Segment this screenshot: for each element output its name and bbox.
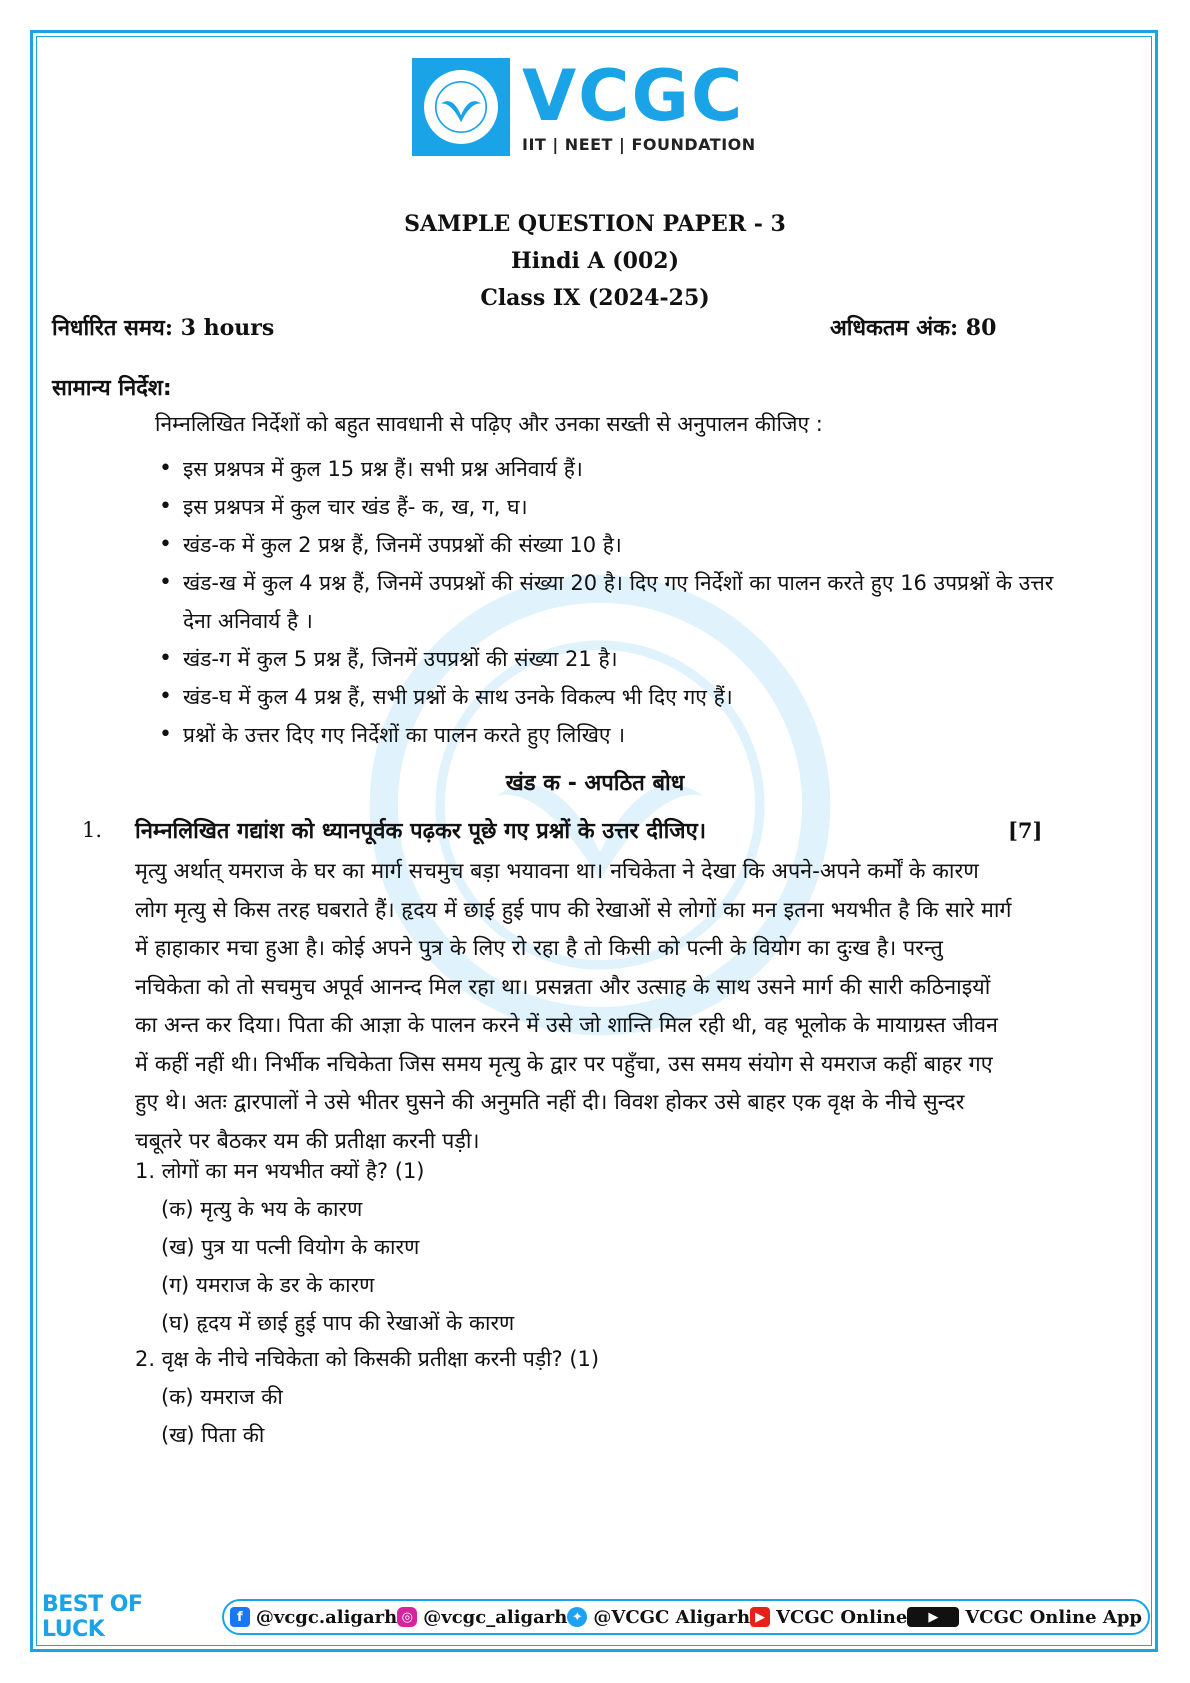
marks-value: : 80 [950,315,997,341]
instagram-icon: ◎ [397,1607,417,1627]
option-gha: (घ) हृदय में छाई हुई पाप की रेखाओं के कारण [161,1311,515,1335]
section-a-title: खंड क - अपठित बोध [505,771,685,796]
question-marks: [7] [1008,818,1043,843]
youtube-link[interactable] [750,1607,907,1628]
playstore-link[interactable] [907,1607,1142,1628]
instagram-handle: @vcgc_aligarh [423,1606,568,1628]
general-instructions-heading: सामान्य निर्देश: [52,376,172,401]
logo-title: VCGC [522,54,745,137]
google-play-icon: ▶ [907,1607,959,1627]
option-ka: (क) मृत्यु के भय के कारण [161,1197,363,1221]
passage-text: मृत्यु अर्थात् यमराज के घर का मार्ग सचमुच बड़ा भयावना था। नचिकेता ने देखा कि अपने-अपने कर्मों के कारण लोग मृत्यु से किस तरह घबराते हैं। हृदय में छाई हुई पाप की रेखाओं से लोगों का मन इतना भयभीत है कि सारे मार्ग में हाहाकार मचा हुआ है। कोई अपने पुत्र के लिए रो रहा है तो किसी को पत्नी के वियोग का दुःख है। परन्तु नचिकेता को तो सचमुच अपूर्व आनन्द मिल रहा था। प्रसन्नता और उत्साह के साथ उसने मार्ग की सारी कठिनाइयों का अन्त कर दिया। पिता की आज्ञा के पालन करने में उसे जो शान्ति मिल रही थी, वह भूलोक के मायाग्रस्त जीवन में कहीं नहीं थी। निर्भीक नचिकेता जिस समय मृत्यु के द्वार पर पहुँचा, उस समय संयोग से यमराज कहीं बाहर गए हुए थे। अतः द्वारपालों ने उसे भीतर घुसने की अनुमति नहीं दी। विवश होकर उसे बाहर एक वृक्ष के नीचे सुन्दर चबूतरे पर बैठकर यम की प्रतीक्षा करनी पड़ी। [135,859,1012,1154]
logo-subtitle: IIT | NEET | FOUNDATION [522,134,756,154]
paper-class: Class IX (2024-25) [480,285,710,311]
subquestion-2 [135,1340,599,1454]
facebook-handle: @vcgc.aligarh [255,1606,398,1628]
list-item: • खंड-ग में कुल 5 प्रश्न हैं, जिनमें उपप्रश्नों की संख्या 21 है। [155,640,1055,678]
question-number: 1. [82,818,103,842]
instructions-list [155,450,1055,754]
footer [42,1592,1150,1642]
list-item: • खंड-घ में कुल 4 प्रश्न हैं, सभी प्रश्नों के साथ उनके विकल्प भी दिए गए हैं। [155,678,1055,716]
best-of-luck: BEST OF LUCK [42,1592,143,1642]
twitter-icon: ✦ [567,1607,587,1627]
facebook-icon: f [230,1607,250,1627]
question-heading: निम्नलिखित गद्यांश को ध्यानपूर्वक पढ़कर पूछे गए प्रश्नों के उत्तर दीजिए। [135,819,707,844]
subquestion-1 [135,1152,514,1342]
twitter-link[interactable] [567,1607,750,1628]
logo-emblem-icon [412,58,510,156]
option-ga: (ग) यमराज के डर के कारण [161,1273,375,1297]
youtube-channel: VCGC Online [776,1606,908,1628]
option-kha: (ख) पुत्र या पत्नी वियोग के कारण [161,1235,420,1259]
option-kha: (ख) पिता की [161,1423,265,1447]
list-item: • प्रश्नों के उत्तर दिए गए निर्देशों का पालन करते हुए लिखिए । [155,716,1055,754]
subquestion-text: 2. वृक्ष के नीचे नचिकेता को किसकी प्रतीक्षा करनी पड़ी? (1) [135,1347,600,1371]
paper-subject: Hindi A (002) [510,248,679,274]
subquestion-text: 1. लोगों का मन भयभीत क्यों है? (1) [135,1159,425,1183]
instagram-link[interactable] [397,1607,567,1628]
list-item: • इस प्रश्नपत्र में कुल 15 प्रश्न हैं। सभी प्रश्न अनिवार्य हैं। [155,450,1055,488]
vcgc-logo [412,54,756,156]
time-label: निर्धारित समय [52,316,165,341]
list-item: • खंड-क में कुल 2 प्रश्न हैं, जिनमें उपप्रश्नों की संख्या 10 है। [155,526,1055,564]
facebook-link[interactable] [230,1607,397,1628]
social-links [222,1599,1150,1635]
twitter-handle: @VCGC Aligarh [593,1606,751,1628]
paper-title: SAMPLE QUESTION PAPER - 3 [404,211,786,237]
marks-label: अधिकतम अंक [830,316,950,341]
time-allowed [52,312,274,342]
list-item: • इस प्रश्नपत्र में कुल चार खंड हैं- क, ख, ग, घ। [155,488,1055,526]
general-instructions-intro: निम्नलिखित निर्देशों को बहुत सावधानी से पढ़िए और उनका सख्ती से अनुपालन कीजिए : [155,412,823,436]
time-value: : 3 hours [164,315,275,341]
option-ka: (क) यमराज की [161,1385,283,1409]
list-item: • खंड-ख में कुल 4 प्रश्न हैं, जिनमें उपप्रश्नों की संख्या 20 है। दिए गए निर्देशों का पालन करते हुए 16 उपप्रश्नों के उत्तर देना अनिवार्य है । [155,564,1055,640]
youtube-icon: ▶ [750,1607,770,1627]
playstore-app: VCGC Online App [965,1606,1142,1628]
max-marks [830,312,996,342]
